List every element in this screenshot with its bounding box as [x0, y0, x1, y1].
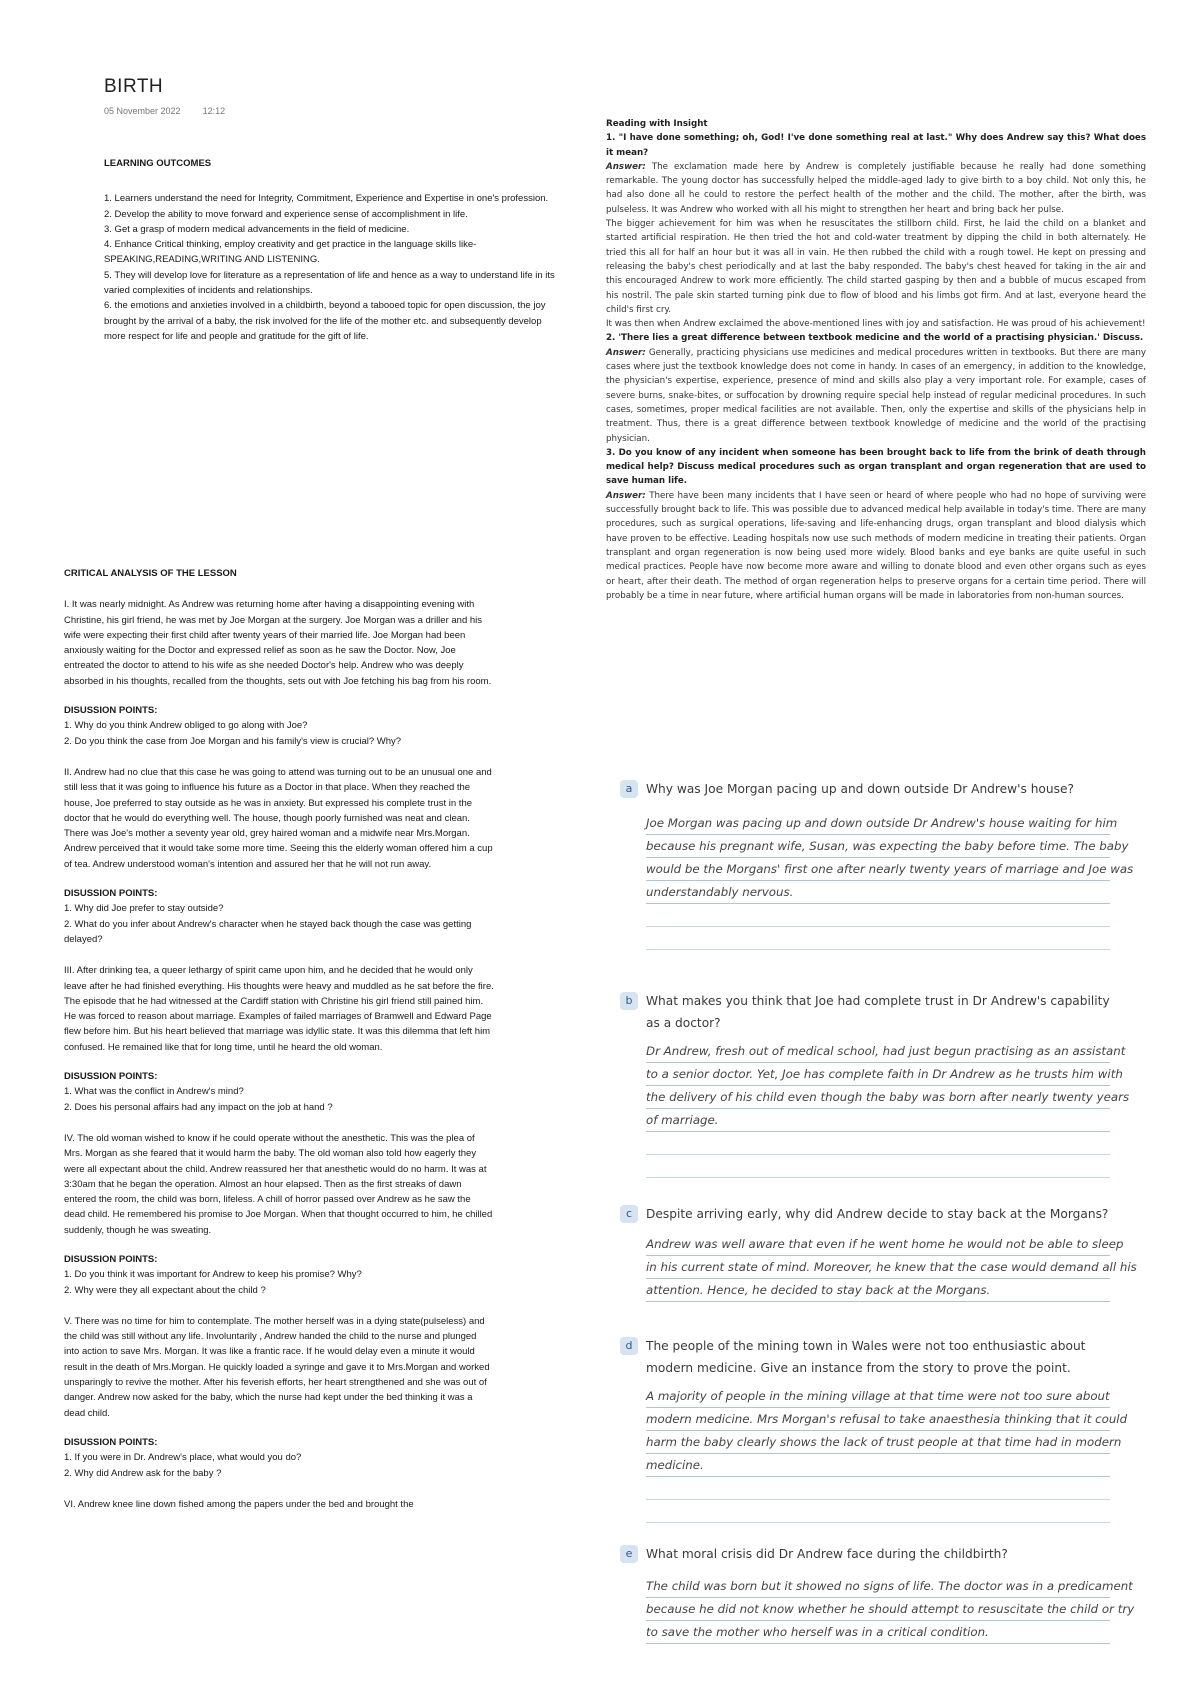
- outcome-item: 3. Get a grasp of modern medical advancements in the field of medicine.: [104, 223, 410, 235]
- reading-with-insight-heading: Reading with Insight: [606, 119, 708, 129]
- analysis-paragraph-trailing: VI. Andrew knee line down fished among the papers under the bed and brought the: [64, 1498, 414, 1510]
- outcome-item: 6. the emotions and anxieties involved in a childbirth, beyond a tabooed topic for open discussion, the joy brought by the arrival of a baby, the risk involved for the life of the mother etc. and subsequently develop more respect for life and people and gratitude for the gift of life.: [104, 300, 546, 342]
- blank-line: [646, 904, 1110, 927]
- question-text: Despite arriving early, why did Andrew decide to stay back at the Morgans?: [646, 1207, 1109, 1221]
- answer-line: in his current state of mind. Moreover, he knew that the case would demand all his: [646, 1256, 1110, 1279]
- answer-line: of marriage.: [646, 1109, 1110, 1132]
- critical-analysis: [64, 566, 494, 1512]
- answer-text: The exclamation made here by Andrew is completely justifiable because he really had done something remarkable. The young doctor has successfully helped the middle-aged lady to give birth to a boy child. Not only this, he had also done all he could to restore the perfect health of the mother and the child. The mother, after the birth, was pulseless. It was Andrew who worked with all his might to strengthen her heart and bring back her pulse.: [606, 161, 1146, 215]
- insight-answer-continued: The bigger achievement for him was when he resuscitates the stillborn child. First, he laid the child on a blanket and started artificial respiration. He then tried the hot and cold-water treatment by dipping the child in both alternately. He tried this all for half an hour but it was all in vain. He then rubbed the child with a rough towel. He kept on pressing and releasing the baby's chest periodically and at last the baby responded. The baby's chest heaved for taking in the air and this encouraged Andrew to work more efficiently. The child started gasping by then and a bubble of mucus escaped from his nostril. The pale skin started turning pink due to flow of blood and his limbs got firm. And at last, everyone heard the child's first cry.: [606, 219, 1146, 315]
- workbook-question-a: [620, 778, 1134, 950]
- answer-line: the delivery of his child even though the baby was born after nearly twenty years: [646, 1086, 1110, 1109]
- question-letter-badge: a: [620, 780, 638, 798]
- answer-lines: [646, 1385, 1128, 1523]
- question-text: Why was Joe Morgan pacing up and down outside Dr Andrew's house?: [646, 782, 1074, 796]
- page-timestamp: [104, 106, 225, 116]
- answer-line: Dr Andrew, fresh out of medical school, had just begun practising as an assistant: [646, 1040, 1110, 1063]
- discussion-point: 2. Why were they all expectant about the child ?: [64, 1284, 266, 1296]
- answer-label: Answer:: [606, 490, 646, 501]
- discussion-point: 1. If you were in Dr. Andrew's place, what would you do?: [64, 1452, 302, 1464]
- question-text: The people of the mining town in Wales were not too enthusiastic about modern medicine. Give an instance from the story to prove the point.: [646, 1339, 1086, 1375]
- answer-label: Answer:: [606, 161, 646, 172]
- answer-line: understandably nervous.: [646, 881, 1110, 904]
- discussion-points-label: DISUSSION POINTS:: [64, 888, 158, 900]
- discussion-points-label: DISUSSION POINTS:: [64, 1436, 158, 1448]
- question-text: What moral crisis did Dr Andrew face during the childbirth?: [646, 1547, 1008, 1561]
- discussion-point: 1. Do you think it was important for Andrew to keep his promise? Why?: [64, 1269, 362, 1281]
- outcome-item: 2. Develop the ability to move forward and experience sense of accomplishment in life.: [104, 208, 468, 220]
- critical-analysis-heading: CRITICAL ANALYSIS OF THE LESSON: [64, 568, 237, 579]
- answer-line: attention. Hence, he decided to stay back at the Morgans.: [646, 1279, 1110, 1302]
- insight-answer-continued: It was then when Andrew exclaimed the above-mentioned lines with joy and satisfaction. He was proud of his achievement!: [606, 319, 1146, 330]
- question-letter-badge: b: [620, 992, 638, 1010]
- blank-line: [646, 927, 1110, 950]
- question-letter-badge: c: [620, 1205, 638, 1223]
- answer-line: modern medicine. Mrs Morgan's refusal to take anaesthesia thinking that it could: [646, 1408, 1110, 1431]
- insight-question: 1. "I have done something; oh, God! I've done something real at last." Why does Andrew say this? What does it mean?: [606, 133, 1146, 158]
- insight-answer: [606, 160, 1146, 217]
- analysis-paragraph: V. There was no time for him to contemplate. The mother herself was in a dying state(pulseless) and the child was still without any life. Involuntarily , Andrew handed the child to the nurse and plunged into action to save Mrs. Morgan. It was like a frantic race. If he would delay even a minute it would result in the death of Mrs.Morgan. He quickly loaded a syringe and gave it to Mrs.Morgan and worked unsparingly to revive the mother. After his feverish efforts, her heart strengthened and she was out of danger. Andrew now asked for the baby, which the nurse had kept under the bed thinking it was a dead child.: [64, 1315, 490, 1419]
- answer-line: Joe Morgan was pacing up and down outside Dr Andrew's house waiting for him: [646, 812, 1110, 835]
- analysis-paragraph: III. After drinking tea, a queer lethargy of spirit came upon him, and he decided that he would only leave after he had finished everything. His thoughts were heavy and muddled as he sat before the fire. The episode that he had witnessed at the Cardiff station with Christine his girl friend still pained him. He was forced to reason about marriage. Examples of failed marriages of Bramwell and Edward Page flew before him. But his heart believed that marriage was idyllic state. It was this dilemma that left him confused. He remained like that for long time, until he heard the old woman.: [64, 965, 494, 1053]
- answer-line: to save the mother who herself was in a critical condition.: [646, 1621, 1110, 1644]
- workbook-question-b: [620, 990, 1130, 1178]
- discussion-point: 2. Do you think the case from Joe Morgan and his family's view is crucial? Why?: [64, 735, 402, 747]
- workbook-question-e: [620, 1543, 1135, 1644]
- answer-line: because he did not know whether he should attempt to resuscitate the child or try: [646, 1598, 1110, 1621]
- blank-line: [646, 1132, 1110, 1155]
- discussion-points-label: DISUSSION POINTS:: [64, 1071, 158, 1083]
- question-text: What makes you think that Joe had complete trust in Dr Andrew's capability as a doctor?: [646, 994, 1110, 1030]
- insight-question: 2. 'There lies a great difference between textbook medicine and the world of a practising physician.' Discuss.: [606, 333, 1144, 344]
- answer-lines: [646, 1040, 1130, 1178]
- answer-lines: [646, 1233, 1137, 1302]
- answer-line: medicine.: [646, 1454, 1110, 1477]
- blank-line: [646, 1500, 1110, 1523]
- learning-outcomes: [104, 156, 559, 344]
- answer-line: A majority of people in the mining village at that time were not too sure about: [646, 1385, 1110, 1408]
- discussion-point: 2. What do you infer about Andrew's character when he stayed back though the case was getting delayed?: [64, 918, 472, 945]
- answer-line: Andrew was well aware that even if he went home he would not be able to sleep: [646, 1233, 1110, 1256]
- page-date: 05 November 2022: [104, 106, 181, 116]
- discussion-point: 2. Does his personal affairs had any impact on the job at hand ?: [64, 1101, 333, 1113]
- answer-line: would be the Morgans' first one after nearly twenty years of marriage and Joe was: [646, 858, 1110, 881]
- discussion-point: 1. Why did Joe prefer to stay outside?: [64, 903, 224, 915]
- answer-line: harm the baby clearly shows the lack of trust people at that time had in modern: [646, 1431, 1110, 1454]
- insight-answer: [606, 489, 1146, 603]
- analysis-paragraph: I. It was nearly midnight. As Andrew was returning home after having a disappointing evening with Christine, his girl friend, he was met by Joe Morgan at the surgery. Joe Morgan was a driller and his wife were expecting their first child after twenty years of their married life. Joe Morgan had been anxiously waiting for the Doctor and expressed relief as soon as he saw the Doctor. Now, Joe entreated the doctor to attend to his wife as she needed Doctor's help. Andrew who was deeply absorbed in his thoughts, recalled from the thoughts, sets out with Joe fetching his bag from his room.: [64, 599, 492, 687]
- question-letter-badge: d: [620, 1337, 638, 1355]
- discussion-point: 1. Why do you think Andrew obliged to go along with Joe?: [64, 720, 308, 732]
- discussion-points-label: DISUSSION POINTS:: [64, 1253, 158, 1265]
- outcome-item: 1. Learners understand the need for Integrity, Commitment, Experience and Expertise in one's profession.: [104, 193, 549, 205]
- analysis-paragraph: IV. The old woman wished to know if he could operate without the anesthetic. This was the plea of Mrs. Morgan as she feared that it would harm the baby. The old woman also told how eagerly they were all expectant about the child. Andrew reassured her that anesthetic would do no harm. It was at 3:30am that he began the operation. Almost an hour elapsed. Then as the first streaks of dawn entered the room, the child was born, lifeless. A chill of horror passed over Andrew as he saw the dead child. He remembered his promise to Joe Morgan. When that thought occurred to him, he chilled suddenly, though he was sweating.: [64, 1132, 493, 1236]
- answer-line: The child was born but it showed no signs of life. The doctor was in a predicament: [646, 1575, 1110, 1598]
- outcome-item: 4. Enhance Critical thinking, employ creativity and get practice in the language skills like-SPEAKING,READING,WRITING AND LISTENING.: [104, 239, 477, 266]
- workbook-question-d: [620, 1335, 1128, 1523]
- question-letter-badge: e: [620, 1545, 638, 1563]
- outcome-item: 5. They will develop love for literature as a representation of life and hence as a way to understand life in its varied complexities of incidents and relationships.: [104, 269, 555, 297]
- answer-label: Answer:: [606, 347, 646, 358]
- workbook-question-c: [620, 1203, 1137, 1302]
- discussion-points-label: DISUSSION POINTS:: [64, 705, 158, 717]
- insight-question: 3. Do you know of any incident when someone has been brought back to life from the brink of death through medical help? Discuss medical procedures such as organ transplant and organ regeneration that are used to save human life.: [606, 447, 1146, 487]
- discussion-point: 1. What was the conflict in Andrew's mind?: [64, 1086, 244, 1098]
- answer-line: to a senior doctor. Yet, Joe has complete faith in Dr Andrew as he trusts him with: [646, 1063, 1110, 1086]
- page-title: BIRTH: [104, 76, 164, 97]
- answer-text: Generally, practicing physicians use medicines and medical procedures written in textbooks. But there are many cases where just the textbook knowledge does not come in handy. In cases of an emergency, in addition to the knowledge, the physician's expertise, experience, presence of mind and skills also play a very important role. For example, cases of severe burns, snake-bites, or suffocation by drowning require special help instead of regular medicinal procedures. In such cases, sometimes, proper medical facilities are not available. Then, only the expertise and skills of the physicians help in treatment. Thus, there is a great difference between textbook knowledge of medicine and the world of the practising physician.: [606, 347, 1146, 444]
- blank-line: [646, 1155, 1110, 1178]
- reading-with-insight: [606, 117, 1146, 603]
- answer-lines: [646, 1575, 1135, 1644]
- answer-line: because his pregnant wife, Susan, was expecting the baby before time. The baby: [646, 835, 1110, 858]
- discussion-point: 2. Why did Andrew ask for the baby ?: [64, 1467, 222, 1479]
- answer-text: There have been many incidents that I have seen or heard of where people who had no hope of surviving were successfully brought back to life. This was possible due to advanced medical help available in today's time. There are many procedures, such as surgical operations, life-saving and life-enhancing drugs, organ transplant and blood dialysis which have proven to be effective. Leading hospitals now use such methods of modern medicine in treating their patients. Organ transplant and organ regeneration is now being used more widely. Blood banks and eye banks are quite useful in such medical practices. People have now become more aware and willing to donate blood and even other organs such as eyes or heart, after their death. The method of organ regeneration helps to preserve organs for a certain time period. There will probably be a time in near future, where artificial human organs will be made in laboratories from non-human sources.: [606, 490, 1146, 601]
- learning-outcomes-list: [104, 191, 559, 344]
- learning-outcomes-heading: LEARNING OUTCOMES: [104, 158, 212, 169]
- blank-line: [646, 1477, 1110, 1500]
- analysis-paragraph: II. Andrew had no clue that this case he was going to attend was turning out to be an unusual one and still less that it was going to influence his future as a Doctor in that place. When they reached the house, Joe preferred to stay outside as he was in anxiety. But expressed his complete trust in the doctor that he would do everything well. The house, though poorly furnished was neat and clean. There was Joe's mother a seventy year old, grey haired woman and a midwife near Mrs.Morgan. Andrew perceived that it would take some more time. Seeing this the elderly woman offered him a cup of tea. Andrew understood woman's intention and assured her that he will not run away.: [64, 766, 493, 870]
- page-time: 12:12: [202, 106, 226, 116]
- insight-answer: [606, 346, 1146, 446]
- answer-lines: [646, 812, 1134, 950]
